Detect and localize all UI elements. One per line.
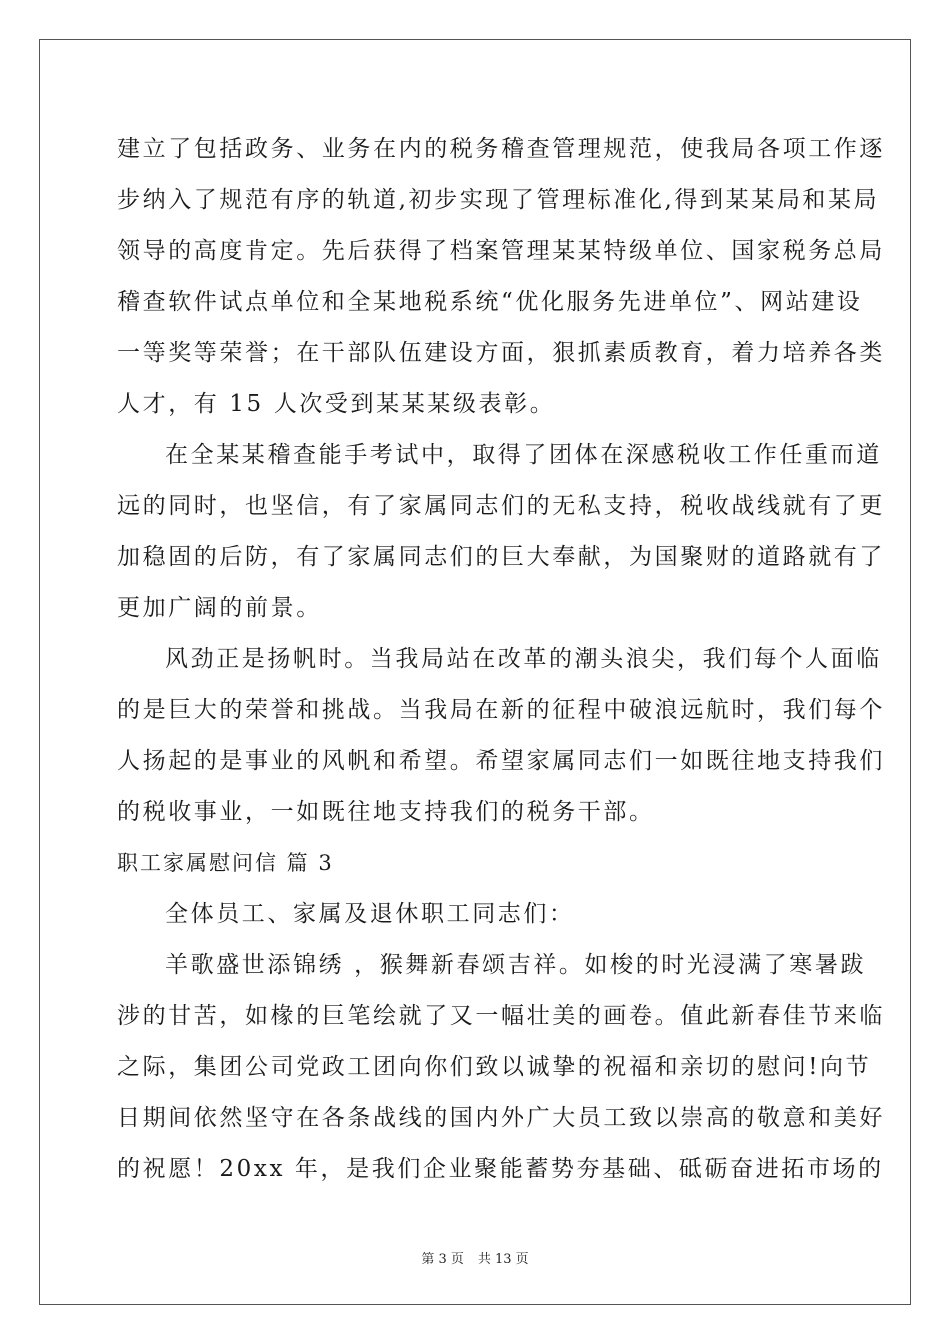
- text-line: 之际，集团公司党政工团向你们致以诚挚的祝福和亲切的慰问!向节: [117, 1054, 872, 1080]
- paragraph-start-line: 风劲正是扬帆时。当我局站在改革的潮头浪尖，我们每个人面临: [165, 646, 882, 672]
- text-line: 人扬起的是事业的风帆和希望。希望家属同志们一如既往地支持我们: [117, 748, 885, 774]
- text-line: 步纳入了规范有序的轨道,初步实现了管理标准化,得到某某局和某局: [117, 187, 880, 213]
- paragraph-start-line: 在全某某稽查能手考试中，取得了团体在深感税收工作任重而道: [165, 442, 882, 468]
- text-line: 领导的高度肯定。先后获得了档案管理某某特级单位、国家税务总局: [117, 238, 885, 264]
- text-line: 一等奖等荣誉；在干部队伍建设方面，狠抓素质教育，着力培养各类: [117, 340, 885, 366]
- page-number-current: 第 3 页: [421, 1252, 464, 1267]
- text-line: 人才，有 15 人次受到某某某级表彰。: [117, 391, 556, 417]
- salutation-line: 全体员工、家属及退休职工同志们：: [165, 901, 575, 927]
- text-line: 的税收事业，一如既往地支持我们的税务干部。: [117, 799, 655, 825]
- text-line: 的是巨大的荣誉和挑战。当我局在新的征程中破浪远航时，我们每个: [117, 697, 885, 723]
- section-heading: 职工家属慰问信 篇 3: [117, 851, 334, 875]
- text-line: 加稳固的后防，有了家属同志们的巨大奉献，为国聚财的道路就有了: [117, 544, 885, 570]
- text-line: 稽查软件试点单位和全某地税系统“优化服务先进单位”、网站建设: [117, 289, 863, 315]
- page-number-total: 共 13 页: [477, 1252, 529, 1267]
- text-line: 更加广阔的前景。: [117, 595, 322, 621]
- paragraph-start-line: 羊歌盛世添锦绣 ，猴舞新春颂吉祥。如梭的时光浸满了寒暑跋: [165, 952, 867, 978]
- page-footer: [0, 1248, 950, 1267]
- text-line: 涉的甘苦，如椽的巨笔绘就了又一幅壮美的画卷。值此新春佳节来临: [117, 1003, 885, 1029]
- text-line: 的祝愿！20xx 年，是我们企业聚能蓄势夯基础、砥砺奋进拓市场的: [117, 1156, 884, 1182]
- document-body: [117, 124, 885, 1195]
- text-line: 远的同时，也坚信，有了家属同志们的无私支持，税收战线就有了更: [117, 493, 885, 519]
- text-line: 建立了包括政务、业务在内的税务稽查管理规范，使我局各项工作逐: [117, 136, 885, 162]
- text-line: 日期间依然坚守在各条战线的国内外广大员工致以崇高的敬意和美好: [117, 1105, 885, 1131]
